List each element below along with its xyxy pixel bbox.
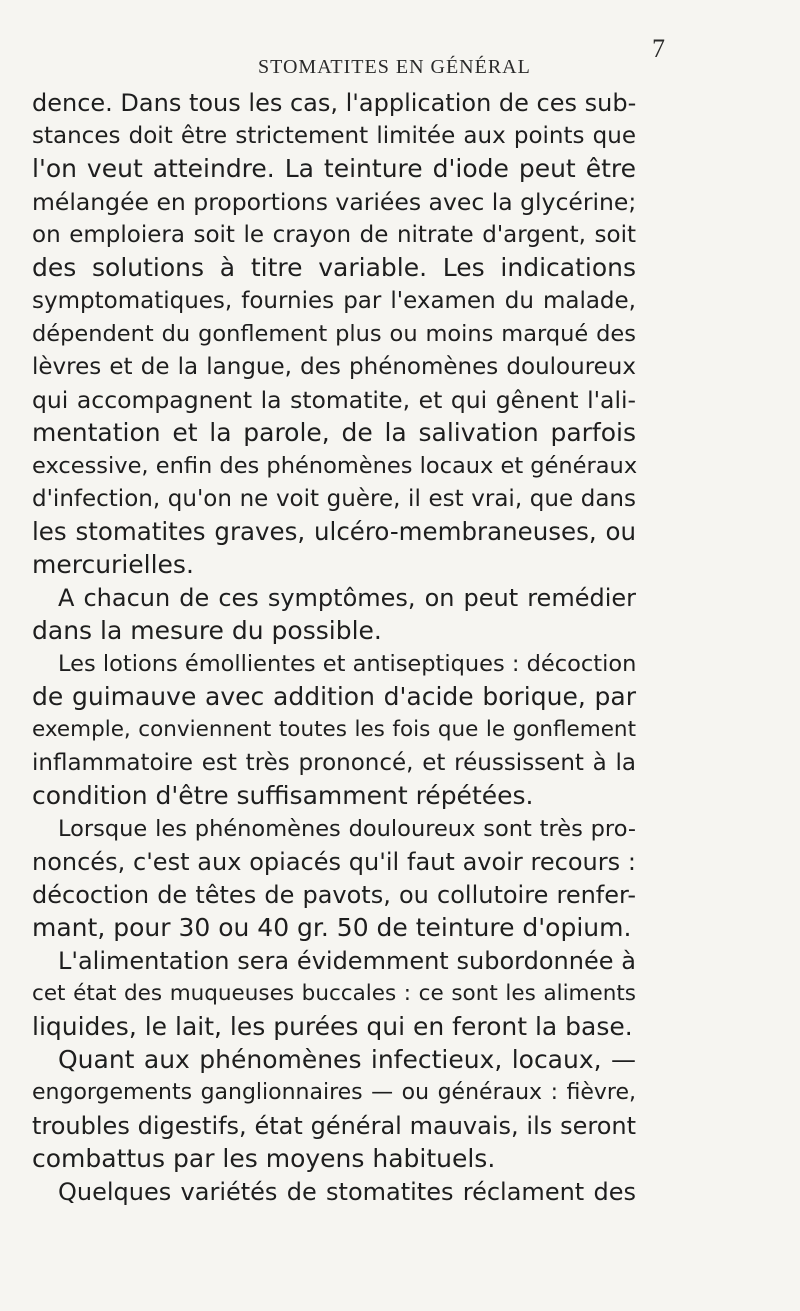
text-line: mentation et la parole, de la salivation parfois	[32, 418, 636, 447]
page-number: 7	[652, 34, 665, 63]
text-line: exemple, conviennent toutes les fois que le gonflement	[32, 717, 636, 742]
text-line: dépendent du gonflement plus ou moins marqué des	[32, 321, 636, 347]
text-line: lèvres et de la langue, des phénomènes douloureux	[32, 354, 636, 380]
text-line: dans la mesure du possible.	[32, 616, 382, 645]
text-line: excessive, enfin des phénomènes locaux et généraux	[32, 453, 638, 479]
text-line: liquides, le lait, les purées qui en feront la base.	[32, 1012, 633, 1041]
text-line: troubles digestifs, état général mauvais, ils seront	[32, 1112, 636, 1140]
text-line: noncés, c'est aux opiacés qu'il faut avoir recours :	[32, 848, 636, 876]
text-line: qui accompagnent la stomatite, et qui gênent l'ali-	[32, 386, 636, 414]
text-line: dence. Dans tous les cas, l'application de ces sub-	[32, 89, 637, 117]
text-line: Les lotions émollientes et antiseptiques : décoction	[58, 651, 637, 677]
text-line: d'infection, qu'on ne voit guère, il est vrai, que dans	[32, 486, 636, 512]
text-line: engorgements ganglionnaires — ou généraux : fièvre,	[32, 1080, 636, 1105]
text-line: A chacun de ces symptômes, on peut remédier	[58, 584, 636, 612]
text-line: symptomatiques, fournies par l'examen du malade,	[32, 288, 636, 314]
text-line: décoction de têtes de pavots, ou collutoire renfer-	[32, 881, 636, 909]
text-line: l'on veut atteindre. La teinture d'iode peut être	[32, 154, 636, 183]
text-line: Quelques variétés de stomatites réclament des	[58, 1178, 636, 1206]
text-line: Lorsque les phénomènes douloureux sont très pro-	[58, 816, 636, 842]
text-line: les stomatites graves, ulcéro-membraneuses, ou	[32, 517, 636, 546]
text-line: on emploiera soit le crayon de nitrate d'argent, soit	[32, 222, 636, 248]
text-line: Quant aux phénomènes infectieux, locaux, —	[58, 1045, 636, 1074]
text-line: mélangée en proportions variées avec la glycérine;	[32, 188, 637, 216]
text-line: des solutions à titre variable. Les indications	[32, 253, 636, 282]
text-line: mant, pour 30 ou 40 gr. 50 de teinture d'opium.	[32, 913, 632, 942]
text-line: condition d'être suffisamment répétées.	[32, 781, 534, 810]
running-head: STOMATITES EN GÉNÉRAL	[258, 56, 531, 78]
text-line: de guimauve avec addition d'acide borique, par	[32, 682, 636, 711]
text-line: stances doit être strictement limitée aux points que	[32, 123, 636, 149]
text-line: mercurielles.	[32, 550, 194, 579]
text-line: cet état des muqueuses buccales : ce sont les aliments	[32, 981, 636, 1006]
text-line: L'alimentation sera évidemment subordonnée à	[58, 947, 636, 975]
text-line: combattus par les moyens habituels.	[32, 1144, 496, 1173]
text-line: inflammatoire est très prononcé, et réussissent à la	[32, 750, 636, 776]
